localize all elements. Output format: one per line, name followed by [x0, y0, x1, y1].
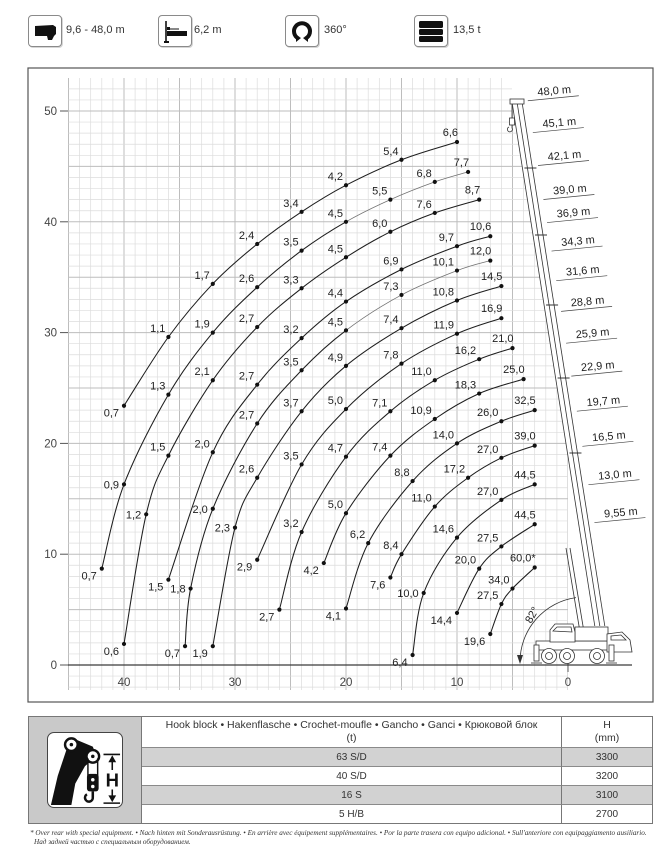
crane-superstructure — [575, 627, 608, 641]
load-chart — [0, 60, 666, 710]
load-label: 8,4 — [383, 540, 399, 553]
load-label: 27,5 — [476, 532, 499, 545]
load-point — [533, 522, 537, 526]
load-point — [399, 158, 403, 162]
load-label: 11,9 — [433, 319, 454, 332]
load-point — [255, 325, 259, 329]
load-point — [433, 180, 437, 184]
load-point — [166, 578, 170, 582]
load-point — [533, 482, 537, 486]
boom-length-label: 34,3 m — [560, 234, 596, 250]
load-label: 1,7 — [194, 269, 210, 282]
counterweight-icon — [414, 15, 448, 47]
load-label: 3,2 — [283, 518, 299, 531]
load-label: 6,6 — [442, 127, 458, 140]
load-label: 4,4 — [327, 287, 343, 300]
load-label: 1,1 — [150, 323, 166, 336]
load-label: 44,5 — [514, 509, 536, 522]
load-point — [488, 258, 492, 262]
load-point — [499, 498, 503, 502]
slewing-360-icon — [285, 15, 319, 47]
load-label: 1,9 — [192, 648, 208, 661]
load-label: 0,6 — [103, 645, 119, 658]
boom-tip-hook-glyph — [48, 733, 122, 807]
load-point — [344, 183, 348, 187]
load-label: 0,9 — [103, 479, 119, 492]
load-label: 7,7 — [453, 156, 470, 169]
load-point — [366, 541, 370, 545]
telescopic-boom-glyph — [29, 16, 61, 46]
load-label: 17,2 — [443, 463, 466, 476]
footnote-line-1: * Over rear with special equipment. • Nach hinten mit Sonderausrüstung. • En arrière avec équipement supplémentaires. • Por la parte trasera con equipo adicional. • Sull'anteriore con equipaggiamento ausiliario. — [30, 829, 647, 837]
load-label: 32,5 — [514, 395, 536, 408]
load-label: 7,4 — [383, 314, 399, 327]
load-point — [300, 530, 304, 534]
load-label: 4,5 — [327, 207, 343, 220]
load-point — [344, 407, 348, 411]
load-point — [522, 377, 526, 381]
load-point — [477, 357, 481, 361]
load-point — [344, 511, 348, 515]
load-label: 8,8 — [394, 467, 410, 480]
load-point — [399, 267, 403, 271]
load-point — [211, 507, 215, 511]
rotation-arrows-glyph — [286, 16, 318, 46]
load-point — [411, 653, 415, 657]
boom-length-label: 36,9 m — [556, 205, 591, 221]
load-label: 4,7 — [327, 442, 343, 455]
load-label: 60,0* — [509, 552, 536, 565]
load-label: 4,5 — [327, 316, 343, 329]
load-point — [433, 378, 437, 382]
x-tick-label: 10 — [450, 677, 464, 689]
load-label: 2,7 — [238, 409, 255, 422]
load-label: 14,5 — [480, 271, 503, 284]
load-label: 1,5 — [148, 581, 164, 594]
load-label: 14,6 — [432, 523, 454, 536]
load-label: 7,4 — [372, 441, 388, 454]
load-point — [300, 368, 304, 372]
load-label: 2,1 — [194, 366, 210, 379]
spec-outrigger-value: 6,2 m — [194, 24, 222, 36]
load-point — [411, 479, 415, 483]
outrigger-jack-front — [609, 645, 614, 661]
operator-cab-window — [553, 627, 572, 632]
load-label: 7,6 — [416, 198, 432, 211]
height-column-header — [561, 717, 652, 748]
load-label: 14,0 — [432, 429, 454, 442]
hook-block-small — [510, 118, 515, 125]
load-label: 12,0 — [469, 245, 492, 258]
boom-length-label: 28,8 m — [570, 294, 605, 310]
load-point — [255, 476, 259, 480]
load-point — [344, 255, 348, 259]
load-label: 2,0 — [194, 438, 210, 451]
y-tick-label: 0 — [50, 660, 57, 672]
load-label: 2,7 — [259, 611, 275, 624]
load-point — [499, 456, 503, 460]
load-point — [122, 404, 126, 408]
load-point — [211, 331, 215, 335]
load-label: 34,0 — [488, 574, 510, 587]
x-tick-label: 40 — [117, 677, 131, 689]
load-label: 14,4 — [430, 614, 452, 627]
load-point — [399, 362, 403, 366]
boom-length-label: 48,0 m — [537, 83, 572, 99]
load-point — [300, 210, 304, 214]
load-point — [477, 198, 481, 202]
boom-length-label: 13,0 m — [597, 467, 633, 483]
load-point — [477, 391, 481, 395]
load-label: 2,0 — [192, 503, 208, 516]
height-header-label: H — [603, 719, 611, 731]
load-label: 0,7 — [81, 570, 97, 583]
load-point — [455, 298, 459, 302]
load-label: 10,9 — [410, 405, 432, 418]
load-point — [433, 211, 437, 215]
table-row-height: 3100 — [561, 786, 652, 805]
x-tick-label: 20 — [339, 677, 353, 689]
load-label: 3,5 — [283, 356, 299, 369]
load-point — [344, 455, 348, 459]
load-point — [499, 316, 503, 320]
load-point — [277, 608, 281, 612]
load-label: 2,6 — [238, 463, 255, 476]
load-label: 3,5 — [283, 450, 299, 463]
load-point — [388, 198, 392, 202]
load-label: 5,5 — [372, 185, 388, 198]
wheel-hub — [594, 653, 601, 660]
load-point — [466, 170, 470, 174]
hook-block-table — [28, 716, 653, 824]
load-point — [455, 140, 459, 144]
load-point — [388, 409, 392, 413]
table-row-height: 2700 — [561, 805, 652, 823]
load-point — [422, 591, 426, 595]
load-label: 2,7 — [238, 313, 255, 326]
load-point — [166, 335, 170, 339]
load-label: 27,0 — [476, 485, 499, 498]
outrigger-base-icon — [158, 15, 192, 47]
load-label: 25,0 — [503, 364, 525, 377]
y-tick-label: 30 — [44, 327, 57, 340]
boom-length-label: 42,1 m — [547, 148, 582, 164]
hook-height-icon-cell — [29, 717, 142, 823]
load-label: 18,3 — [454, 379, 477, 392]
load-label: 20,0 — [454, 554, 477, 567]
load-point — [499, 419, 503, 423]
load-point — [166, 453, 170, 457]
load-label: 8,7 — [464, 184, 481, 197]
height-header-unit: (mm) — [594, 732, 620, 744]
load-point — [488, 234, 492, 238]
load-point — [399, 293, 403, 297]
load-label: 6,0 — [372, 217, 388, 230]
load-label: 2,9 — [236, 561, 253, 574]
boom-length-label: 22,9 m — [580, 359, 616, 375]
spec-slewing-value: 360° — [324, 24, 347, 36]
load-label: 6,8 — [416, 167, 432, 180]
load-label: 5,0 — [327, 395, 343, 408]
load-point — [388, 453, 392, 457]
table-row-height: 3200 — [561, 767, 652, 786]
load-point — [533, 408, 537, 412]
load-point — [533, 444, 537, 448]
wheel-hub — [546, 653, 553, 660]
counterweight-glyph — [415, 16, 447, 46]
load-point — [122, 482, 126, 486]
hook-block-header-unit: (t) — [346, 732, 357, 744]
load-label: 10,1 — [432, 256, 454, 269]
table-row-hook: 63 S/D — [142, 748, 561, 767]
load-point — [300, 336, 304, 340]
x-tick-label: 30 — [228, 677, 242, 689]
y-tick-label: 10 — [44, 549, 57, 562]
load-label: 3,3 — [283, 274, 299, 287]
load-point — [455, 441, 459, 445]
load-label: 3,4 — [283, 197, 299, 210]
load-point — [344, 606, 348, 610]
load-point — [344, 364, 348, 368]
spec-boom-value: 9,6 - 48,0 m — [66, 24, 125, 36]
load-point — [455, 268, 459, 272]
load-label: 39,0 — [514, 430, 536, 443]
hook-block-column-header — [142, 717, 561, 748]
load-label: 16,2 — [454, 345, 477, 358]
load-point — [499, 544, 503, 548]
load-point — [255, 285, 259, 289]
boom-length-label: 19,7 m — [586, 394, 621, 410]
load-point — [344, 328, 348, 332]
y-tick-label: 50 — [44, 106, 57, 118]
load-label: 2,4 — [238, 229, 255, 242]
load-label: 6,4 — [392, 657, 408, 670]
load-point — [399, 326, 403, 330]
load-point — [300, 286, 304, 290]
load-point — [233, 526, 237, 530]
load-label: 4,9 — [327, 351, 343, 364]
outrigger-glyph — [159, 16, 191, 46]
load-point — [166, 393, 170, 397]
load-label: 3,2 — [283, 324, 299, 337]
load-label: 10,0 — [397, 587, 419, 600]
load-point — [300, 249, 304, 253]
load-label: 1,8 — [170, 583, 186, 596]
boom-head — [510, 99, 524, 104]
table-row-hook: 16 S — [142, 786, 561, 805]
footnote — [30, 829, 647, 847]
load-label: 4,2 — [327, 171, 343, 184]
load-label: 44,5 — [514, 469, 536, 482]
load-point — [255, 383, 259, 387]
load-label: 4,5 — [327, 243, 343, 256]
spec-counterweight-value: 13,5 t — [453, 24, 481, 36]
load-label: 0,7 — [164, 648, 181, 661]
load-point — [433, 417, 437, 421]
hook-block-header-label: Hook block • Hakenflasche • Crochet-moufle • Gancho • Ganci • Крюковой блок — [165, 719, 538, 731]
load-label: 26,0 — [476, 407, 499, 420]
table-row-hook: 5 H/B — [338, 808, 364, 820]
load-point — [499, 602, 503, 606]
wheel-hub — [564, 653, 571, 660]
load-label: 10,6 — [469, 221, 492, 234]
boom-length-label: 25,9 m — [575, 326, 610, 342]
outrigger-jack-rear — [534, 645, 539, 661]
load-label: 2,7 — [238, 370, 255, 383]
load-point — [255, 242, 259, 246]
load-label: 27,0 — [476, 443, 499, 456]
load-point — [455, 332, 459, 336]
load-point — [211, 450, 215, 454]
load-point — [100, 567, 104, 571]
load-point — [499, 284, 503, 288]
hook-height-icon — [47, 732, 123, 808]
load-label: 0,7 — [103, 407, 119, 420]
load-label: 1,9 — [194, 318, 210, 331]
footnote-line-2: Над задней частью с специальным оборудованием. — [34, 838, 191, 846]
load-label: 7,8 — [383, 349, 399, 362]
load-point — [189, 586, 193, 590]
load-label: 19,6 — [463, 635, 486, 648]
table-row-hook: 40 S/D — [142, 767, 561, 786]
load-label: 6,2 — [349, 529, 366, 542]
load-label: 1,5 — [150, 441, 166, 454]
load-label: 7,1 — [372, 397, 388, 410]
boom-length-label: 31,6 m — [565, 263, 601, 279]
boom-length-label: 16,5 m — [591, 429, 627, 445]
load-label: 2,3 — [214, 522, 230, 535]
load-label: 27,5 — [476, 590, 499, 603]
load-point — [255, 558, 259, 562]
load-label: 11,0 — [411, 366, 432, 379]
load-label: 3,5 — [283, 236, 299, 249]
load-point — [388, 575, 392, 579]
table-row-height: 3300 — [561, 748, 652, 767]
load-label: 4,2 — [303, 565, 319, 578]
load-label: 1,3 — [150, 380, 166, 393]
telescopic-boom-icon — [28, 15, 62, 47]
load-point — [399, 552, 403, 556]
load-label: 6,9 — [383, 255, 399, 268]
x-tick-label: 0 — [564, 677, 572, 689]
load-label: 5,4 — [383, 145, 399, 158]
load-point — [211, 644, 215, 648]
load-label: 21,0 — [492, 333, 514, 346]
load-point — [122, 642, 126, 646]
load-point — [510, 346, 514, 350]
load-point — [344, 299, 348, 303]
height-letter: H — [105, 769, 119, 791]
load-point — [300, 462, 304, 466]
load-label: 11,0 — [411, 492, 432, 505]
load-label: 5,0 — [327, 499, 343, 512]
boom-length-label: 45,1 m — [542, 115, 577, 131]
load-point — [322, 561, 326, 565]
load-label: 7,6 — [370, 579, 386, 592]
load-label: 16,9 — [480, 303, 503, 316]
load-point — [211, 378, 215, 382]
load-label: 2,6 — [238, 273, 255, 286]
load-point — [183, 644, 187, 648]
load-point — [455, 611, 459, 615]
boom-angle-label: 82° — [523, 605, 542, 626]
load-point — [144, 512, 148, 516]
load-point — [466, 476, 470, 480]
load-label: 7,3 — [383, 280, 399, 293]
load-label: 4,1 — [325, 610, 341, 623]
load-point — [211, 282, 215, 286]
y-tick-label: 20 — [44, 438, 57, 451]
load-point — [455, 535, 459, 539]
load-label: 10,8 — [432, 286, 454, 299]
load-label: 9,7 — [438, 232, 454, 245]
load-point — [433, 504, 437, 508]
load-label: 3,7 — [283, 397, 299, 410]
load-point — [533, 565, 537, 569]
load-point — [300, 409, 304, 413]
boom-length-label: 39,0 m — [552, 182, 588, 198]
load-point — [388, 230, 392, 234]
load-point — [255, 421, 259, 425]
load-point — [488, 632, 492, 636]
load-point — [510, 586, 514, 590]
y-tick-label: 40 — [44, 216, 57, 229]
load-point — [477, 567, 481, 571]
boom-length-label: 9,55 m — [603, 505, 639, 521]
load-point — [344, 220, 348, 224]
load-point — [455, 244, 459, 248]
load-label: 1,2 — [125, 509, 142, 522]
